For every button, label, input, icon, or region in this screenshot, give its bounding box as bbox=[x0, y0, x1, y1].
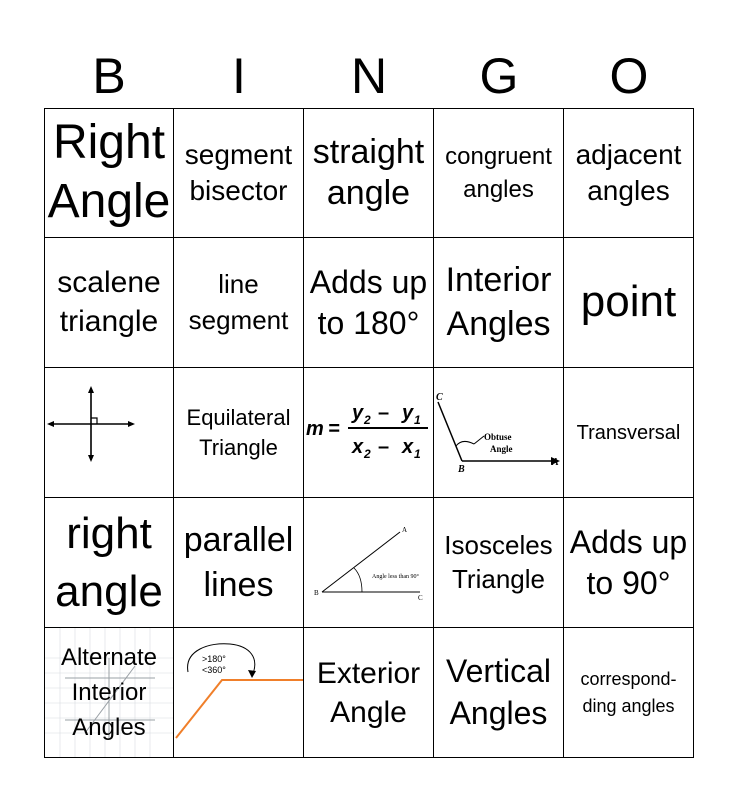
bingo-card-grid bbox=[44, 108, 694, 758]
bingo-cell-r4c4[interactable] bbox=[564, 628, 694, 758]
slope-x2: x bbox=[352, 436, 364, 458]
vertex-label-c: C bbox=[418, 594, 423, 602]
bingo-cell-r1c2[interactable] bbox=[304, 238, 434, 368]
cell-text: Isosceles Triangle bbox=[444, 529, 553, 594]
vertex-label-c: C bbox=[436, 392, 443, 403]
bingo-cell-r4c1[interactable] bbox=[174, 628, 304, 758]
obtuse-label-line1: Obtuse bbox=[484, 432, 512, 442]
cell-text: Right Angle bbox=[47, 116, 171, 228]
slope-y1: y bbox=[402, 402, 414, 424]
acute-angle-label: Angle less than 90° bbox=[372, 574, 419, 580]
angle-range-gt: >180° bbox=[202, 654, 226, 664]
bingo-cell-r2c3[interactable] bbox=[434, 368, 564, 498]
cell-text: Alternate Interior Angles bbox=[60, 643, 158, 742]
obtuse-label-line2: Angle bbox=[490, 444, 513, 454]
cell-text: congruent angles bbox=[445, 142, 552, 203]
header-letter-n: N bbox=[350, 48, 388, 104]
cell-text: scalene triangle bbox=[57, 266, 161, 338]
cell-text: segment bisector bbox=[184, 138, 293, 206]
slope-x2-sub: 2 bbox=[364, 447, 371, 461]
cell-text: Transversal bbox=[576, 421, 681, 444]
slope-y2: y bbox=[352, 402, 364, 424]
slope-y2-sub: 2 bbox=[364, 413, 371, 427]
cell-text: Exterior Angle bbox=[316, 656, 421, 729]
cell-text: right angle bbox=[55, 509, 163, 616]
cell-text: adjacent angles bbox=[575, 138, 682, 206]
bingo-cell-r1c0[interactable] bbox=[44, 238, 174, 368]
slope-x1: x bbox=[402, 436, 414, 458]
header-letter-o: O bbox=[609, 48, 649, 104]
cell-text: Equilateral Triangle bbox=[186, 404, 291, 460]
cell-text: parallel lines bbox=[183, 521, 294, 604]
bingo-cell-r2c2[interactable] bbox=[304, 368, 434, 498]
bingo-cell-r0c4[interactable] bbox=[564, 108, 694, 238]
header-letter-g: G bbox=[479, 48, 519, 104]
bingo-cell-r3c0[interactable] bbox=[44, 498, 174, 628]
vertex-label-b: B bbox=[458, 464, 465, 475]
bingo-cell-r0c0[interactable] bbox=[44, 108, 174, 238]
bingo-cell-r4c3[interactable] bbox=[434, 628, 564, 758]
slope-formula-image bbox=[304, 368, 434, 498]
header-letter-b: B bbox=[92, 48, 126, 104]
cell-text: point bbox=[580, 277, 677, 327]
bingo-cell-r3c4[interactable] bbox=[564, 498, 694, 628]
slope-equals: = bbox=[328, 418, 340, 440]
cell-text: Interior Angles bbox=[445, 260, 552, 343]
slope-m: m bbox=[306, 418, 324, 440]
cell-text: Adds up to 90° bbox=[569, 523, 688, 601]
cell-text: Vertical Angles bbox=[446, 652, 551, 731]
bingo-cell-r3c1[interactable] bbox=[174, 498, 304, 628]
slope-x1-sub: 1 bbox=[414, 447, 421, 461]
bingo-cell-r4c0[interactable] bbox=[44, 628, 174, 758]
vertex-label-a: A bbox=[402, 526, 408, 534]
vertex-label-b: B bbox=[314, 589, 319, 597]
cell-text: straight angle bbox=[312, 133, 425, 212]
slope-y1-sub: 1 bbox=[414, 413, 421, 427]
header-letter-i: I bbox=[232, 48, 246, 104]
bingo-cell-r2c4[interactable] bbox=[564, 368, 694, 498]
acute-angle-image bbox=[304, 498, 434, 628]
bingo-cell-r1c1[interactable] bbox=[174, 238, 304, 368]
bingo-cell-r2c1[interactable] bbox=[174, 368, 304, 498]
obtuse-angle-image bbox=[434, 368, 564, 498]
bingo-cell-r4c2[interactable] bbox=[304, 628, 434, 758]
cell-text: correspond-ding angles bbox=[580, 668, 677, 716]
perpendicular-lines-icon bbox=[45, 368, 174, 498]
bingo-cell-r2c0[interactable] bbox=[44, 368, 174, 498]
cell-text: Adds up to 180° bbox=[309, 263, 428, 341]
bingo-cell-r0c3[interactable] bbox=[434, 108, 564, 238]
cell-text: line segment bbox=[188, 268, 289, 335]
bingo-cell-r3c3[interactable] bbox=[434, 498, 564, 628]
angle-range-lt: <360° bbox=[202, 665, 226, 675]
bingo-cell-r1c3[interactable] bbox=[434, 238, 564, 368]
slope-minus-top: – bbox=[378, 402, 390, 424]
exterior-angle-image bbox=[174, 628, 304, 758]
bingo-cell-r0c1[interactable] bbox=[174, 108, 304, 238]
vertex-label-a: A bbox=[552, 457, 559, 468]
bingo-header bbox=[44, 44, 694, 108]
bingo-cell-r3c2[interactable] bbox=[304, 498, 434, 628]
bingo-cell-r0c2[interactable] bbox=[304, 108, 434, 238]
bingo-cell-r1c4[interactable] bbox=[564, 238, 694, 368]
slope-minus-bottom: – bbox=[378, 436, 390, 458]
